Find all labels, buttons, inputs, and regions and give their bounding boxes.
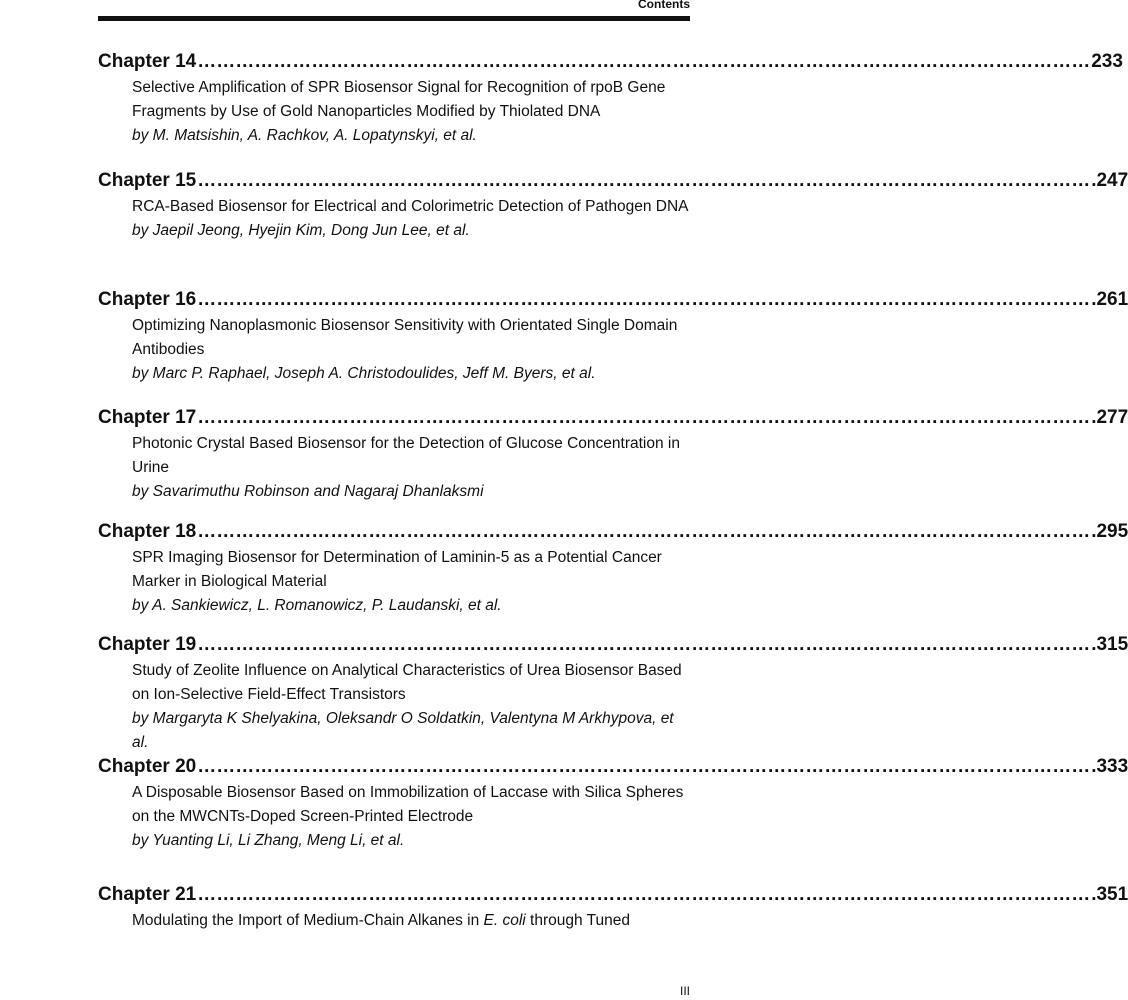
chapter-line[interactable] [98, 169, 1128, 193]
dot-leader: …………………………………………………………………………………………………………………………… [197, 407, 1091, 428]
chapter-line[interactable] [98, 406, 1128, 430]
page-number: .295 [1091, 521, 1128, 542]
chapter-label: Chapter 15 [98, 170, 197, 191]
toc-entry-chapter-14 [98, 50, 1123, 148]
page-number: 233 [1091, 51, 1123, 72]
chapter-line[interactable] [98, 633, 1128, 657]
toc-entry-chapter-21 [98, 883, 1128, 933]
chapter-line[interactable] [98, 288, 1128, 312]
chapter-title-species: E. coli [483, 912, 526, 929]
toc-entry-chapter-15 [98, 169, 1128, 243]
chapter-title-start: Modulating the Import of Medium-Chain Alkanes in [132, 912, 484, 929]
chapter-title: Selective Amplification of SPR Biosensor Signal for Recognition of rpoB Gene Fragments by Use of Gold Nanoparticles Modified by Thiolated DNA [132, 79, 666, 120]
chapter-label: Chapter 19 [98, 634, 197, 655]
chapter-authors: by Savarimuthu Robinson and Nagaraj Dhanlaksmi [132, 483, 484, 500]
chapter-label: Chapter 20 [98, 756, 197, 777]
toc-entry-chapter-20 [98, 755, 1128, 853]
chapter-title: A Disposable Biosensor Based on Immobilization of Laccase with Silica Spheres on the MWCNTs-Doped Screen-Printed Electrode [132, 784, 684, 825]
page-number: .261 [1091, 289, 1128, 310]
chapter-line[interactable] [98, 520, 1128, 544]
page-number: .333 [1091, 756, 1128, 777]
running-header-title: Contents [638, 0, 690, 11]
page-number: .351 [1091, 884, 1128, 905]
dot-leader: …………………………………………………………………………………………………………………………… [197, 884, 1091, 905]
dot-leader: …………………………………………………………………………………………………………………………… [197, 170, 1091, 191]
dot-leader: …………………………………………………………………………………………………………………………… [197, 51, 1091, 72]
chapter-line[interactable] [98, 883, 1128, 907]
chapter-title: SPR Imaging Biosensor for Determination of Laminin-5 as a Potential Cancer Marker in Biological Material [132, 549, 662, 590]
chapter-label: Chapter 21 [98, 884, 197, 905]
chapter-title: Study of Zeolite Influence on Analytical Characteristics of Urea Biosensor Based on Ion-Selective Field-Effect Transistors [132, 662, 682, 703]
chapter-title [132, 909, 690, 933]
chapter-title-end: through Tuned [525, 912, 631, 929]
chapter-title: Photonic Crystal Based Biosensor for the Detection of Glucose Concentration in Urine [132, 435, 680, 476]
dot-leader: …………………………………………………………………………………………………………………………… [197, 756, 1091, 777]
chapter-line[interactable] [98, 755, 1128, 779]
chapter-authors: by M. Matsishin, A. Rachkov, A. Lopatynskyi, et al. [132, 127, 477, 144]
chapter-authors: by Yuanting Li, Li Zhang, Meng Li, et al. [132, 832, 405, 849]
page-number: .247 [1091, 170, 1128, 191]
chapter-label: Chapter 17 [98, 407, 197, 428]
toc-entry-chapter-17 [98, 406, 1128, 504]
chapter-title: Optimizing Nanoplasmonic Biosensor Sensitivity with Orientated Single Domain Antibodies [132, 317, 678, 358]
chapter-authors: by Marc P. Raphael, Joseph A. Christodoulides, Jeff M. Byers, et al. [132, 365, 596, 382]
chapter-label: Chapter 14 [98, 51, 197, 72]
page-footer-number: III [679, 984, 690, 998]
dot-leader: …………………………………………………………………………………………………………………………… [197, 634, 1091, 655]
chapter-authors: by Jaepil Jeong, Hyejin Kim, Dong Jun Lee, et al. [132, 222, 470, 239]
chapter-authors: by A. Sankiewicz, L. Romanowicz, P. Laudanski, et al. [132, 597, 502, 614]
dot-leader: …………………………………………………………………………………………………………………………… [197, 521, 1091, 542]
chapter-title: RCA-Based Biosensor for Electrical and Colorimetric Detection of Pathogen DNA [132, 198, 689, 215]
page-number: .315 [1091, 634, 1128, 655]
chapter-authors: by Margaryta K Shelyakina, Oleksandr O Soldatkin, Valentyna M Arkhypova, et al. [132, 710, 674, 751]
header-rule [98, 16, 690, 21]
chapter-line[interactable] [98, 50, 1123, 74]
toc-entry-chapter-16 [98, 288, 1128, 386]
chapter-label: Chapter 16 [98, 289, 197, 310]
dot-leader: …………………………………………………………………………………………………………………………… [197, 289, 1091, 310]
toc-entry-chapter-19 [98, 633, 1128, 755]
chapter-label: Chapter 18 [98, 521, 197, 542]
page-number: .277 [1091, 407, 1128, 428]
toc-entry-chapter-18 [98, 520, 1128, 618]
